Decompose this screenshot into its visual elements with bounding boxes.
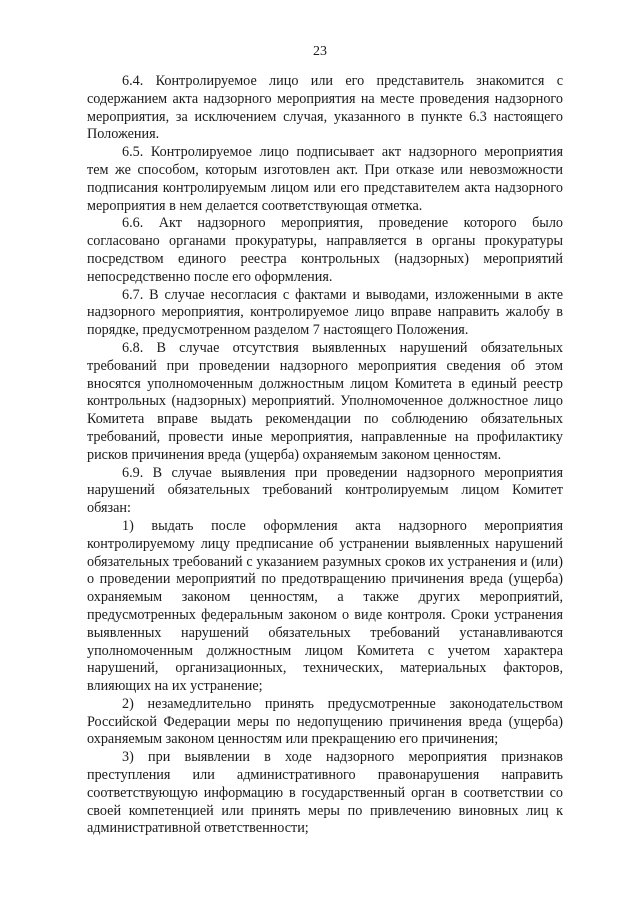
- paragraph-6-5: 6.5. Контролируемое лицо подписывает акт надзорного мероприятия тем же способом, которым изготовлен акт. При отказе или невозможности подписания контролируемым лицом или его представителем акта надзорного мероприятия в нем делается соответствующая отметка.: [87, 144, 563, 214]
- list-item-3: 3) при выявлении в ходе надзорного мероприятия признаков преступления или административного правонарушения направить соответствующую информацию в государственный орган в соответствии со своей компетенцией или принять меры по привлечению виновных лиц к административной ответственности;: [87, 749, 563, 837]
- list-item-1: 1) выдать после оформления акта надзорного мероприятия контролируемому лицу предписание об устранении выявленных нарушений обязательных требований с указанием разумных сроков их устранения и (или) о проведении мероприятий по предотвращению причинения вреда (ущерба) охраняемым законом ценностям, а также других мероприятий, предусмотренных федеральным законом о виде контроля. Сроки устранения выявленных нарушений обязательных требований устанавливаются уполномоченным должностным лицом Комитета с учетом характера нарушений, организационных, технических, материальных факторов, влияющих на их устранение;: [87, 517, 563, 695]
- document-body: [87, 73, 563, 838]
- list-item-2: 2) незамедлительно принять предусмотренные законодательством Российской Федерации меры по недопущению причинения вреда (ущерба) охраняемым законом ценностям или прекращению его причинения;: [87, 695, 563, 748]
- paragraph-6-9: 6.9. В случае выявления при проведении надзорного мероприятия нарушений обязательных требований контролируемым лицом Комитет обязан:: [87, 464, 563, 517]
- paragraph-6-4: 6.4. Контролируемое лицо или его представитель знакомится с содержанием акта надзорного мероприятия на месте проведения надзорного мероприятия, за исключением случая, указанного в пункте 6.3 настоящего Положения.: [87, 73, 563, 143]
- paragraph-6-7: 6.7. В случае несогласия с фактами и выводами, изложенными в акте надзорного мероприятия, контролируемое лицо вправе направить жалобу в порядке, предусмотренном разделом 7 настоящего Положения.: [87, 286, 563, 339]
- paragraph-6-8: 6.8. В случае отсутствия выявленных нарушений обязательных требований при проведении надзорного мероприятия сведения об этом вносятся уполномоченным должностным лицом Комитета в единый реестр контрольных (надзорных) мероприятий. Уполномоченное должностное лицо Комитета вправе выдать рекомендации по соблюдению обязательных требований, провести иные мероприятия, направленные на профилактику рисков причинения вреда (ущерба) охраняемым законом ценностям.: [87, 339, 563, 463]
- page-number: 23: [313, 44, 327, 59]
- paragraph-6-6: 6.6. Акт надзорного мероприятия, проведение которого было согласовано органами прокуратуры, направляется в органы прокуратуры посредством единого реестра контрольных (надзорных) мероприятий непосредственно после его оформления.: [87, 215, 563, 285]
